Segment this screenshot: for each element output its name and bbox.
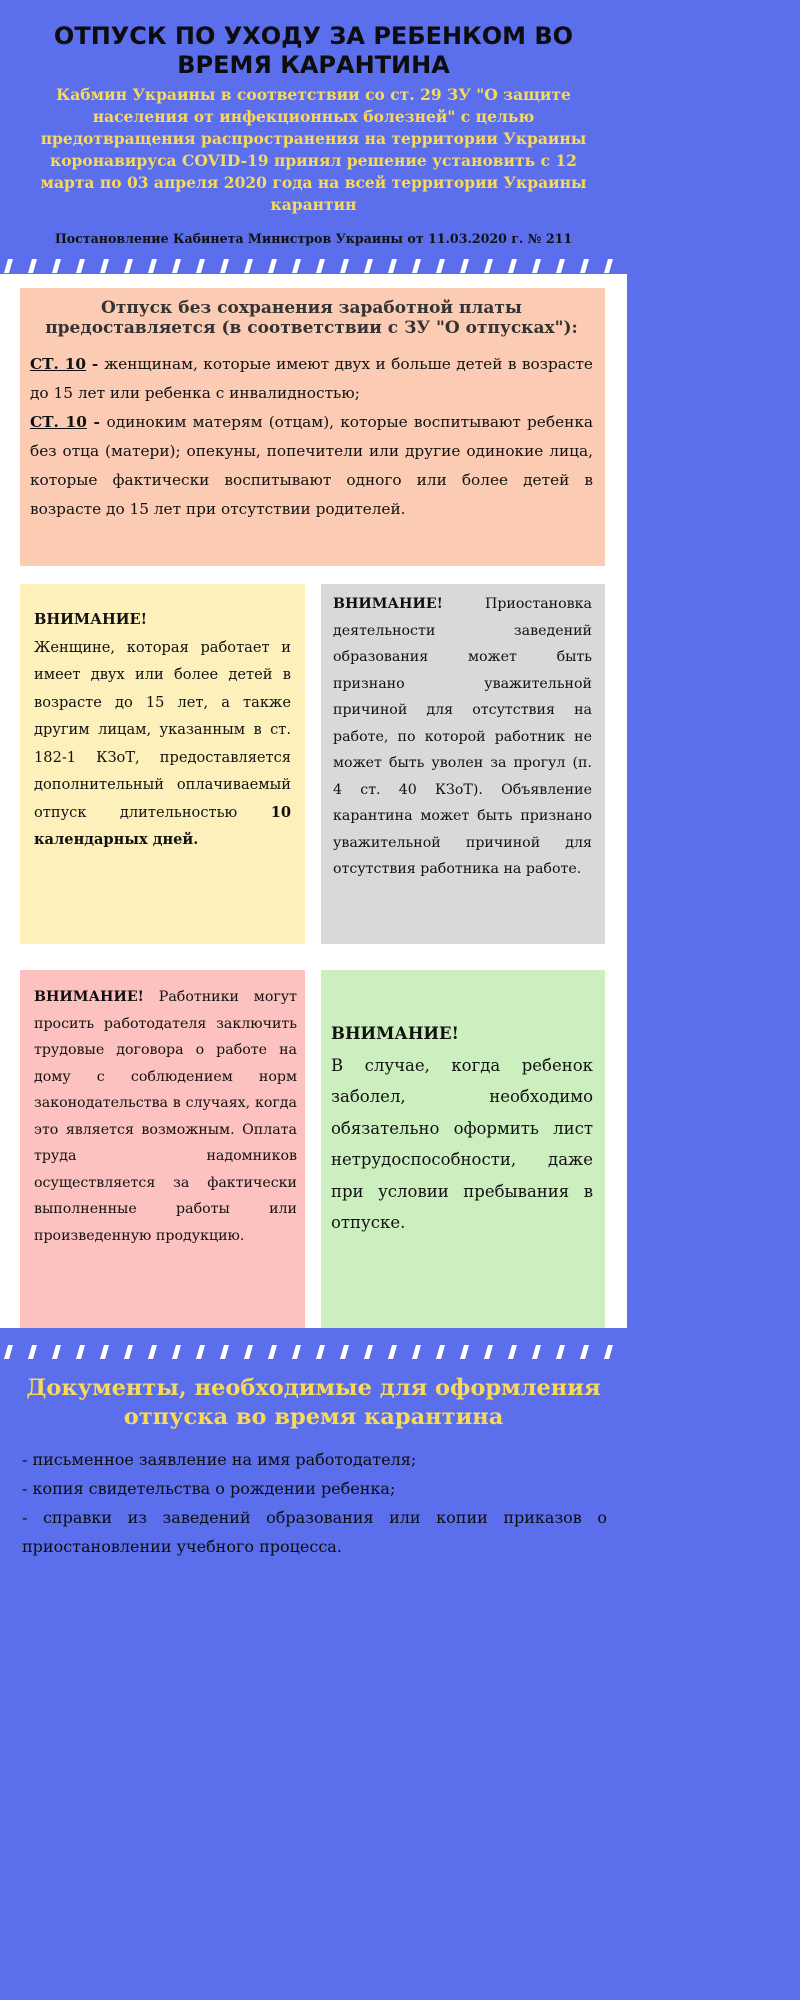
page-title: ОТПУСК ПО УХОДУ ЗА РЕБЕНКОМ ВО ВРЕМЯ КАРАНТИНА [53, 22, 574, 79]
attention-body: Женщине, которая работает и имеет двух или более детей в возрасте до 15 лет, а также другим лицам, указанным в ст. 182-1 КЗоТ, предоставляется дополнительный оплачиваемый отпуск длительностью [34, 638, 291, 821]
attention-text [333, 591, 592, 883]
attention-label: ВНИМАНИЕ! [331, 1024, 459, 1043]
attention-box-sick-leave [321, 970, 605, 1328]
leave-without-pay-heading: Отпуск без сохранения заработной платы предоставляется (в соответствии с ЗУ "О отпусках"): [45, 298, 578, 338]
document-item: - копия свидетельства о рождении ребенка; [22, 1479, 396, 1498]
attention-body: В случае, когда ребенок заболел, необходимо обязательно оформить лист нетрудоспособности, даже при условии пребывания в отпуске. [331, 1055, 593, 1232]
decree-reference: Постановление Кабинета Министров Украины от 11.03.2020 г. № 211 [54, 231, 573, 246]
documents-list [22, 1445, 607, 1561]
article-separator: - [86, 355, 105, 373]
attention-body: Работники могут просить работодателя заключить трудовые договора о работе на дому с соблюдением норм законодательства в случаях, когда это является возможным. Оплата труда надомников осуществляется за фактически выполненные работы или произведенную продукцию. [34, 989, 297, 1244]
stripe-divider-bottom [0, 1344, 627, 1360]
attention-box-paid-leave [20, 584, 305, 944]
document-item: - письменное заявление на имя работодателя; [22, 1450, 417, 1469]
article-text: одиноким матерям (отцам), которые воспитывают ребенка без отца (матери); опекуны, попечители или другие одинокие лица, которые фактически воспитывают одного или более детей в возрасте до 15 лет при отсутствии родителей. [30, 413, 593, 518]
documents-title: Документы, необходимые для оформления отпуска во время карантина [26, 1375, 601, 1430]
article-text: женщинам, которые имеют двух и больше детей в возрасте до 15 лет или ребенка с инвалидностью; [30, 355, 593, 402]
attention-body: Приостановка деятельности заведений образования может быть признано уважительной причиной для отсутствия на работе, по которой работник не может быть уволен за прогул (п. 4 ст. 40 КЗоТ). Объявление карантина может быть признано уважительной причиной для отсутствия работника на работе. [333, 596, 592, 877]
attention-box-school-closure [321, 584, 605, 944]
article-label: СТ. 10 [30, 355, 87, 373]
attention-text [34, 984, 297, 1249]
attention-emphasis: 10 календарных дней. [34, 803, 291, 848]
attention-text [34, 606, 291, 854]
document-item: - справки из заведений образования или копии приказов о приостановлении учебного процесса. [22, 1508, 607, 1556]
attention-label: ВНИМАНИЕ! [34, 611, 148, 628]
attention-text [331, 1018, 593, 1239]
leave-without-pay-box [20, 288, 605, 566]
article-label: СТ. 10 [30, 413, 87, 431]
intro-text: Кабмин Украины в соответствии со ст. 29 ЗУ "О защите населения от инфекционных болезней" с целью предотвращения распространения на территории Украины коронавируса COVID-19 принял решение установить с 12 марта по 03 апреля 2020 года на всей территории Украины карантин [40, 85, 587, 214]
stripe-divider-top [0, 258, 627, 274]
attention-label: ВНИМАНИЕ! [333, 596, 443, 612]
attention-label: ВНИМАНИЕ! [34, 989, 144, 1005]
article-separator: - [86, 413, 107, 431]
attention-box-remote-work [20, 970, 305, 1328]
leave-without-pay-text [30, 350, 593, 524]
